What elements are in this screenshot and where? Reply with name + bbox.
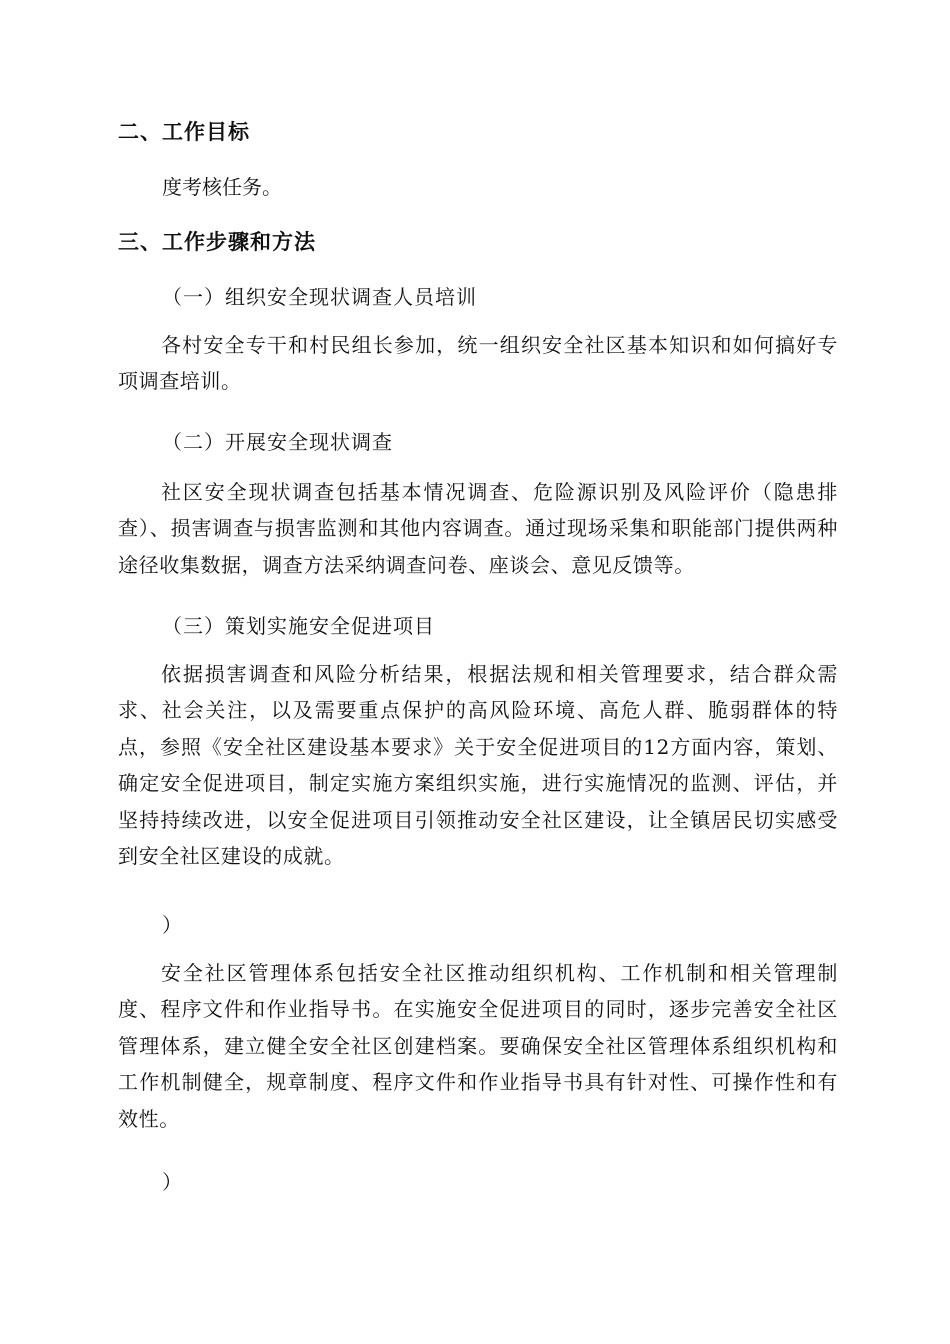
subheading-training: （一）组织安全现状调查人员培训 [162,285,477,309]
paragraph-goal-fragment: 度考核任务。 [162,175,282,199]
subheading-survey: （二）开展安全现状调查 [162,430,393,454]
section-heading-work-goals: 二、工作目标 [118,119,250,144]
paragraph-survey: 社区安全现状调查包括基本情况调查、危险源识别及风险评价（隐患排查）、损害调查与损害监测和其他内容调查。通过现场采集和职能部门提供两种途径收集数据，调查方法采纳调查问卷、座谈会、意见反馈等。 [118,480,838,577]
paragraph-management-system: 安全社区管理体系包括安全社区推动组织机构、工作机制和相关管理制度、程序文件和作业指导书。在实施安全促进项目的同时，逐步完善安全社区管理体系，建立健全安全社区创建档案。要确保安全社区管理体系组织机构和工作机制健全，规章制度、程序文件和作业指导书具有针对性、可操作性和有效性。 [118,961,838,1131]
paragraph-safety-projects: 依据损害调查和风险分析结果，根据法规和相关管理要求，结合群众需求、社会关注，以及需要重点保护的高风险环境、高危人群、脆弱群体的特点，参照《安全社区建设基本要求》关于安全促进项目的12方面内容，策划、确定安全促进项目，制定实施方案组织实施，进行实施情况的监测、评估，并坚持持续改进，以安全促进项目引领推动安全社区建设，让全镇居民切实感受到安全社区建设的成就。 [118,662,838,869]
section-heading-steps-methods: 三、工作步骤和方法 [118,229,316,254]
paragraph-closing-paren-1: ） [162,913,182,937]
subheading-safety-projects: （三）策划实施安全促进项目 [162,614,435,638]
paragraph-closing-paren-2: ） [162,1170,182,1194]
paragraph-training: 各村安全专干和村民组长参加，统一组织安全社区基本知识和如何搞好专项调查培训。 [118,333,838,394]
